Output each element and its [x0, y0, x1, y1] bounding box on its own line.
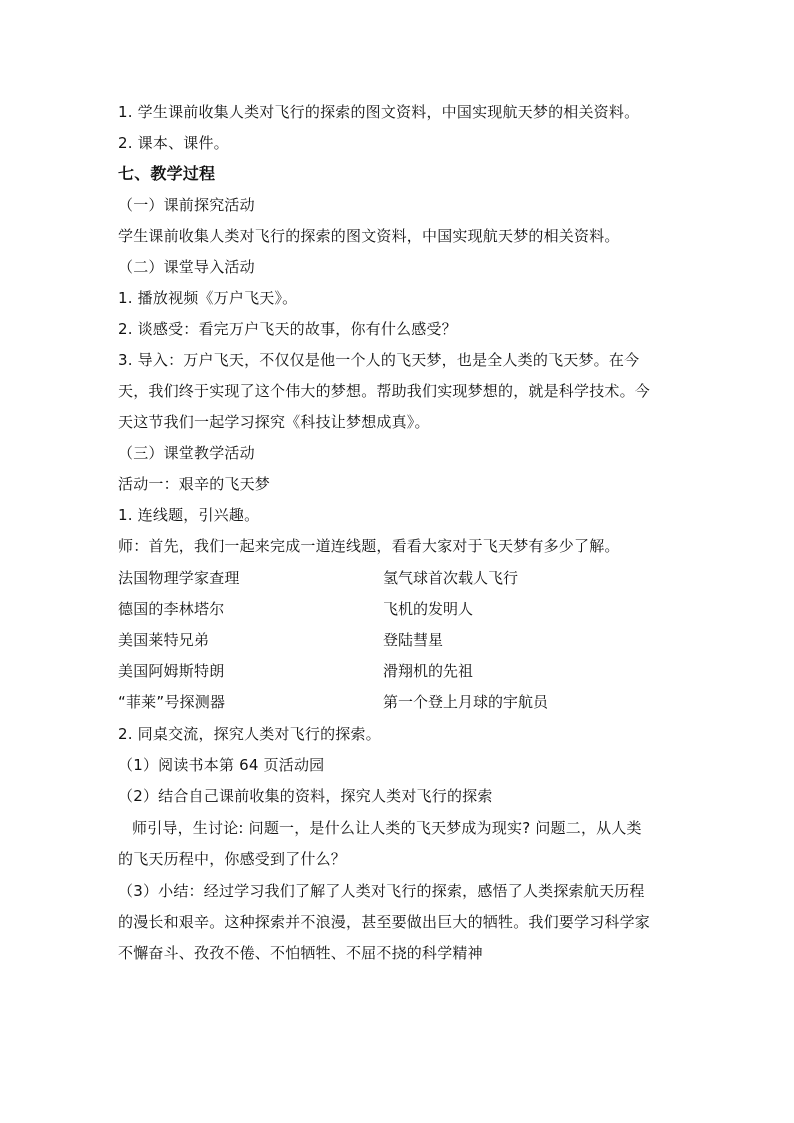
matching-right: 登陆彗星: [383, 631, 444, 649]
activity-1-title: 活动一：艰辛的飞天梦: [118, 475, 271, 493]
intro-step-3-line-2: 天，我们终于实现了这个伟大的梦想。帮助我们实现梦想的，就是科学技术。今: [118, 382, 651, 400]
activity-sub-a: （1）阅读书本第 64 页活动园: [118, 756, 325, 774]
intro-step-3-line-3: 天这节我们一起学习探究《科技让梦想成真》。: [118, 413, 430, 431]
matching-right: 飞机的发明人: [383, 600, 474, 618]
activity-sub-b: （2）结合自己课前收集的资料，探究人类对飞行的探索: [118, 787, 493, 805]
materials-item-2: 2. 课本、课件。: [118, 134, 229, 152]
section-7-title: 七、教学过程: [118, 164, 216, 183]
teacher-prompt: 师：首先，我们一起来完成一道连线题，看看大家对于飞天梦有多少了解。: [118, 537, 620, 555]
matching-left: “菲莱”号探测器: [118, 693, 226, 711]
summary-line-1: （3）小结：经过学习我们了解了人类对飞行的探索，感悟了人类探索航天历程: [118, 882, 645, 900]
intro-step-3-line-1: 3. 导入：万户飞天，不仅仅是他一个人的飞天梦，也是全人类的飞天梦。在今: [118, 351, 640, 369]
activity-step-2: 2. 同桌交流，探究人类对飞行的探索。: [118, 725, 381, 743]
matching-right: 氢气球首次载人飞行: [383, 569, 519, 587]
discussion-line-2: 的飞天历程中，你感受到了什么？: [118, 850, 347, 868]
subsection-1-text: 学生课前收集人类对飞行的探索的图文资料，中国实现航天梦的相关资料。: [118, 227, 620, 245]
activity-step-1: 1. 连线题，引兴趣。: [118, 506, 260, 524]
intro-step-1: 1. 播放视频《万户飞天》。: [118, 289, 298, 307]
intro-step-2: 2. 谈感受：看完万户飞天的故事，你有什么感受？: [118, 320, 457, 338]
matching-right: 滑翔机的先祖: [383, 662, 474, 680]
matching-right: 第一个登上月球的宇航员: [383, 693, 549, 711]
matching-left: 美国莱特兄弟: [118, 631, 210, 649]
matching-left: 美国阿姆斯特朗: [118, 662, 225, 680]
matching-left: 德国的李林塔尔: [118, 600, 225, 618]
subsection-1-title: （一）课前探究活动: [118, 196, 255, 214]
summary-line-2: 的漫长和艰辛。这种探索并不浪漫，甚至要做出巨大的牺牲。我们要学习科学家: [118, 913, 651, 931]
materials-item-1: 1. 学生课前收集人类对飞行的探索的图文资料，中国实现航天梦的相关资料。: [118, 103, 640, 121]
summary-line-3: 不懈奋斗、孜孜不倦、不怕牺牲、不屈不挠的科学精神: [118, 944, 483, 962]
discussion-line-1: 师引导，生讨论: 问题一，是什么让人类的飞天梦成为现实? 问题二，从人类: [132, 819, 642, 837]
subsection-2-title: （二）课堂导入活动: [118, 258, 255, 276]
matching-left: 法国物理学家查理: [118, 569, 240, 587]
subsection-3-title: （三）课堂教学活动: [118, 444, 255, 462]
